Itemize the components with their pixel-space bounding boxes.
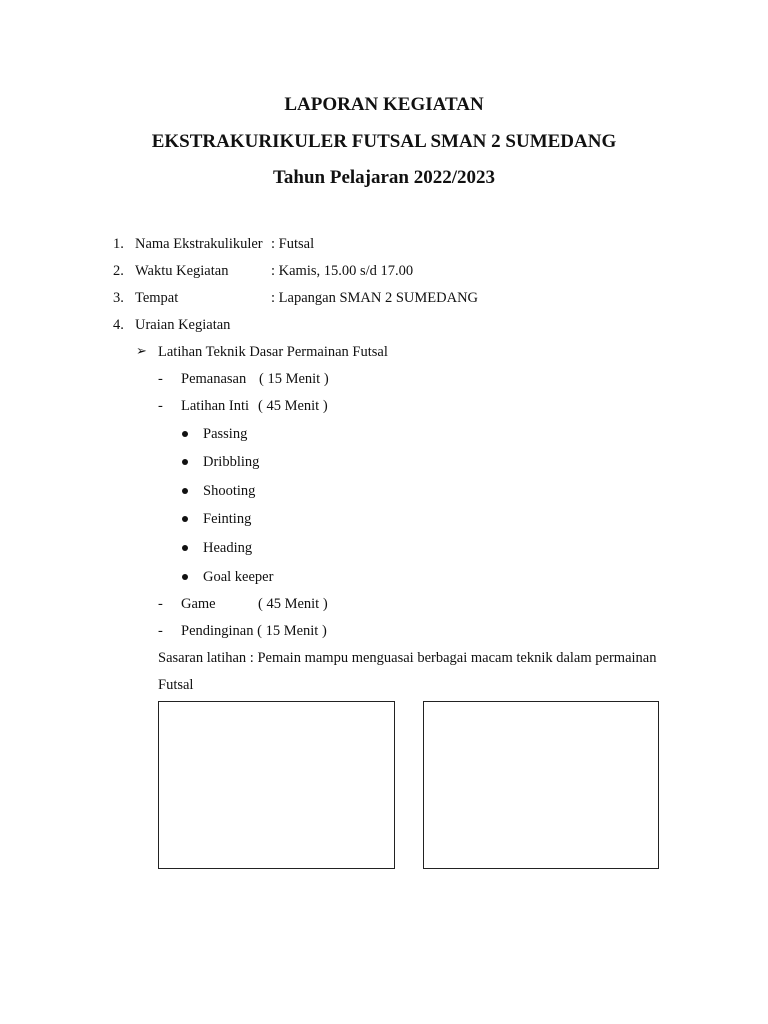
- dash-marker: -: [158, 398, 163, 414]
- info-value: : Lapangan SMAN 2 SUMEDANG: [271, 290, 479, 306]
- info-label: Uraian Kegiatan: [135, 317, 231, 333]
- dash-marker: -: [158, 371, 163, 387]
- bullet-dot-icon: [182, 431, 188, 437]
- report-subtitle: EKSTRAKURIKULER FUTSAL SMAN 2 SUMEDANG: [151, 131, 617, 152]
- cooldown-label: Pendinginan ( 15 Menit ): [181, 623, 327, 639]
- info-label: Waktu Kegiatan: [135, 263, 229, 279]
- info-label: Tempat: [135, 290, 179, 306]
- info-label: Nama Ekstrakulikuler: [135, 236, 263, 252]
- list-item: Dribbling: [203, 454, 260, 470]
- info-number: 1.: [113, 236, 124, 252]
- bullet-dot-icon: [182, 516, 188, 522]
- list-item: Goal keeper: [203, 569, 274, 585]
- list-item: Passing: [203, 426, 248, 442]
- warmup-label: Pemanasan: [181, 371, 247, 387]
- info-value: : Kamis, 15.00 s/d 17.00: [271, 263, 414, 279]
- game-duration: ( 45 Menit ): [258, 596, 328, 612]
- info-number: 4.: [113, 317, 124, 333]
- report-title: LAPORAN KEGIATAN: [284, 94, 484, 115]
- info-number: 2.: [113, 263, 124, 279]
- bullet-dot-icon: [182, 545, 188, 551]
- list-item: Feinting: [203, 511, 252, 527]
- list-item: Shooting: [203, 483, 256, 499]
- list-item: Heading: [203, 540, 253, 556]
- bullet-dot-icon: [182, 459, 188, 465]
- arrow-bullet-icon: ➢: [136, 343, 147, 358]
- dash-marker: -: [158, 623, 163, 639]
- core-label: Latihan Inti: [181, 398, 250, 414]
- info-value: : Futsal: [271, 236, 315, 252]
- photo-placeholder-right: [423, 701, 659, 869]
- target-text: Sasaran latihan : Pemain mampu menguasai berbagai macam teknik dalam permainan: [158, 650, 657, 666]
- bullet-dot-icon: [182, 574, 188, 580]
- info-number: 3.: [113, 290, 124, 306]
- core-duration: ( 45 Menit ): [258, 398, 328, 414]
- target-text-continued: Futsal: [158, 677, 194, 693]
- academic-year: Tahun Pelajaran 2022/2023: [272, 167, 496, 188]
- game-label: Game: [181, 596, 216, 612]
- dash-marker: -: [158, 596, 163, 612]
- bullet-dot-icon: [182, 488, 188, 494]
- warmup-duration: ( 15 Menit ): [259, 371, 329, 387]
- photo-placeholder-left: [158, 701, 395, 869]
- activity-heading: Latihan Teknik Dasar Permainan Futsal: [158, 344, 388, 360]
